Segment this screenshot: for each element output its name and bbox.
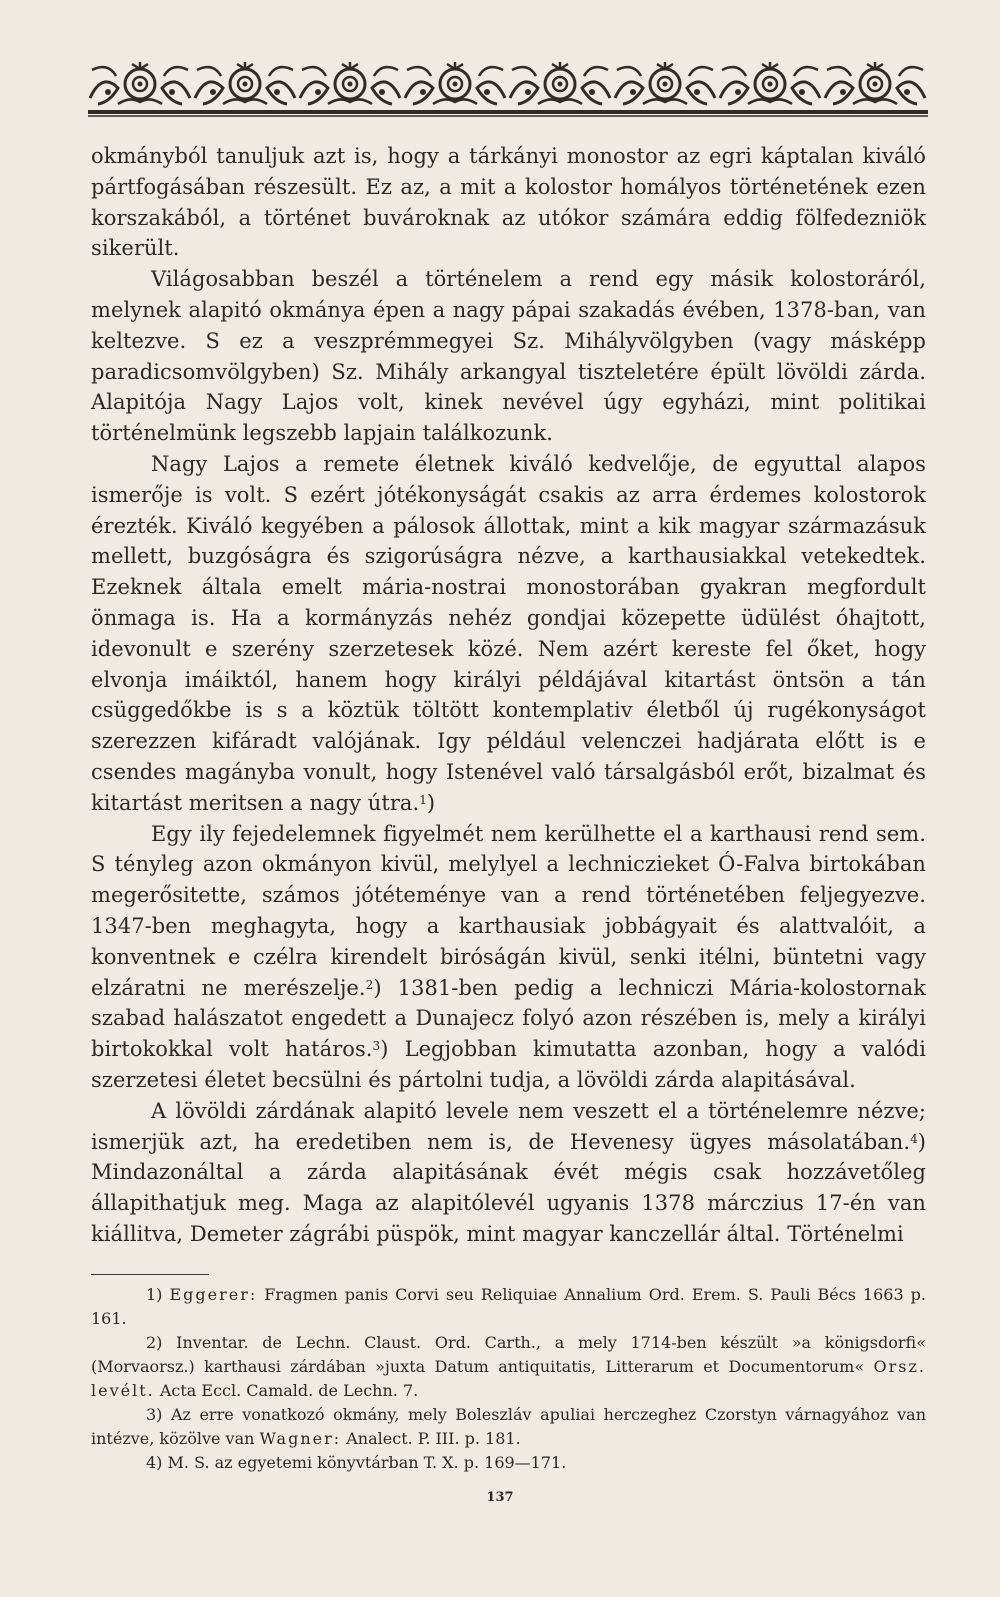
paragraph-text: Mindazonáltal a zárda alapitásának évét mégis csak hozzávetőleg állapithatjuk meg. Maga az alapitólevél ugyanis 1378 márczius 17-én van kiállitva, Demeter zágrábi püspök, mint magyar kanczellár által. Történelmi <box>91 1160 926 1246</box>
footnote-ref: 4 <box>910 1131 918 1146</box>
floral-border-ornament-icon <box>88 58 928 118</box>
footnote-text: Az erre vonatkozó okmány, mely Boleszláv apuliai herczeghez Czorstyn várnagyához van intézve, közölve van <box>91 1405 926 1448</box>
footnote-marker: 4) <box>146 1453 163 1472</box>
footnote <box>91 1451 926 1475</box>
footnote-spaced-text: Orsz. levélt. <box>91 1357 926 1400</box>
paragraph-text: Világosabban beszél a történelem a rend egy másik kolostoráról, melynek alapitó okmánya épen a nagy pápai szakadás évében, 1378-ban, van keltezve. S ez a veszprémmegyei Sz. Mihályvölgyben (vagy másképp paradicsomvölgyben) Sz. Mihály arkangyal tiszteletére épült lövöldi zárda. Alapitója Nagy Lajos volt, kinek nevével úgy egyházi, mint politikai történelmünk legszebb lapjain találkozunk. <box>91 267 926 446</box>
footnote-ref: 2 <box>365 977 374 992</box>
paragraph <box>91 141 926 264</box>
main-text <box>91 141 926 1250</box>
paragraph-text: Egy ily fejedelemnek figyelmét nem kerülhette el a karthausi rend sem. S tényleg azon okmányon kivül, melylyel a lechniczieket Ó-Falva birtokában megerősitette, számos jótéteménye van a rend történetében feljegyezve. 1347-ben meghagyta, hogy a karthausiak jobbágyait és alattvalóit, a konventnek e czélra kirendelt biróságán kivül, senki itélni, büntetni vagy elzáratni ne merészelje. <box>91 821 926 1000</box>
paragraph-text: okmányból tanuljuk azt is, hogy a tárkányi monostor az egri káptalan kiváló pártfogásában részesült. Ez az, a mit a kolostor homályos történetének ezen korszakából, a történet buvároknak az utókor számára eddig fölfedezniök sikerült. <box>91 144 926 261</box>
footnote-text: Fragmen panis Corvi seu Reliquiae Annalium Ord. Erem. S. Pauli Bécs 1663 p. 161. <box>91 1285 926 1328</box>
footnote-marker: 1) <box>146 1285 163 1304</box>
footnote <box>91 1283 926 1331</box>
footnote-marker: 2) <box>146 1333 163 1352</box>
footnote-spaced-text: Wagner: <box>259 1429 342 1448</box>
footnote-text: Inventar. de Lechn. Claust. Ord. Carth., a mely 1714-ben készült »a königsdorfi« (Morvaorsz.) karthausi zárdában »juxta Datum antiquitatis, Litterarum et Documentorum« <box>91 1333 926 1376</box>
paragraph-text: 1381-ben pedig a lechniczi Mária-kolostornak szabad halászatot engedett a Dunajecz folyó azon részében is, mely a királyi birtokokkal volt határos. <box>91 975 926 1062</box>
paragraph: A lövöldi zárdának alapitó levele nem veszett el a történelemre nézve; ismerjük azt, ha eredetiben nem is, de Hevenesy ügyes másolatában.$^4$) Mindazonáltal a zárda alapitásának évét mégis csak hozzávetőleg állapithatjuk meg. Maga az alapitólevél ugyanis 1378 márczius 17-én van kiállitva, Demeter zágrábi püspök, mint magyar kanczellár által. Történelmi <box>91 1098 926 1246</box>
footnote <box>91 1331 926 1403</box>
footnote-marker: 3) <box>146 1405 163 1424</box>
footnote-text: M. S. az egyetemi könyvtárban T. X. p. 169—171. <box>162 1453 567 1472</box>
paragraph-text: A lövöldi zárdának alapitó levele nem veszett el a történelemre nézve; ismerjük azt, ha eredetiben nem is, de Hevenesy ügyes másolatában. <box>91 1098 926 1154</box>
paragraph: Nagy Lajos a remete életnek kiváló kedvelője, de egyuttal alapos ismerője is volt. S ezért jótékonyságát csakis az arra érdemes kolostorok érezték. Kiváló kegyében a pálosok állottak, mint a kik magyar származásuk mellett, buzgóságra és szigorúságra nézve, a karthausiakkal vetekedtek. Ezeknek általa emelt mária-nostrai monostorában gyakran megfordult önmaga is. Ha a kormányzás nehéz gondjai közepette üdülést óhajtott, idevonult e szerény szerzetesek közé. Nem azért kereste fel őket, hogy elvonja imáiktól, hanem hogy királyi példájával kitartást öntsön a tán csüggedőkbe is s a köztük töltött kontemplativ életből új rugékonyságot szerezzen kifáradt valójának. Igy például velenczei hadjárata előtt is e csendes magányba vonult, hogy Istenével való társalgásból erőt, bizalmat és kitartást meritsen a nagy útra.$^1$) <box>91 451 926 815</box>
footnote-ref: 1 <box>419 792 427 807</box>
footnote-ref: 3 <box>372 1039 381 1054</box>
paragraph: Egy ily fejedelemnek figyelmét nem kerülhette el a karthausi rend sem. S tényleg azon okmányon kivül, melylyel a lechniczieket Ó-Falva birtokában megerősitette, számos jótéteménye van a rend történetében feljegyezve. 1347-ben meghagyta, hogy a karthausiak jobbágyait és alattvalóit, a konventnek e czélra kirendelt biróságán kivül, senki itélni, büntetni vagy elzáratni ne merészelje.$^2$) 1381-ben pedig a lechniczi Mária-kolostornak szabad halászatot engedett a Dunajecz folyó azon részében is, mely a királyi birtokokkal volt határos.$^3$) Legjobban kimutatta azonban, hogy a valódi szerzetesi életet becsülni és pártolni tudja, a lövöldi zárda alapitásával. <box>91 821 926 1092</box>
page-number: 137 <box>486 1490 514 1505</box>
footnote-text: Acta Eccl. Camald. de Lechn. 7. <box>154 1381 419 1400</box>
footnote-author: Eggerer: <box>169 1285 258 1304</box>
footnote <box>91 1403 926 1451</box>
paragraph <box>91 264 926 449</box>
footnote-text: Analect. P. III. p. 181. <box>341 1429 521 1448</box>
footnotes <box>91 1283 926 1475</box>
footnote-divider <box>91 1274 209 1275</box>
paragraph-text: Legjobban kimutatta azonban, hogy a valódi szerzetesi életet becsülni és pártolni tudja, a lövöldi zárda alapitásával. <box>91 1037 926 1092</box>
paragraph-text: Nagy Lajos a remete életnek kiváló kedvelője, de egyuttal alapos ismerője is volt. S ezért jótékonyságát csakis az arra érdemes kolostorok érezték. Kiváló kegyében a pálosok állottak, mint a kik magyar származásuk mellett, buzgóságra és szigorúságra nézve, a karthausiakkal vetekedtek. Ezeknek általa emelt mária-nostrai monostorában gyakran megfordult önmaga is. Ha a kormányzás nehéz gondjai közepette üdülést óhajtott, idevonult e szerény szerzetesek közé. Nem azért kereste fel őket, hogy elvonja imáiktól, hanem hogy királyi példájával kitartást öntsön a tán csüggedőkbe is s a köztük töltött kontemplativ életből új rugékonyságot szerezzen kifáradt valójának. Igy például velenczei hadjárata előtt is e csendes magányba vonult, hogy Istenével való társalgásból erőt, bizalmat és kitartást meritsen a nagy útra. <box>91 451 926 815</box>
